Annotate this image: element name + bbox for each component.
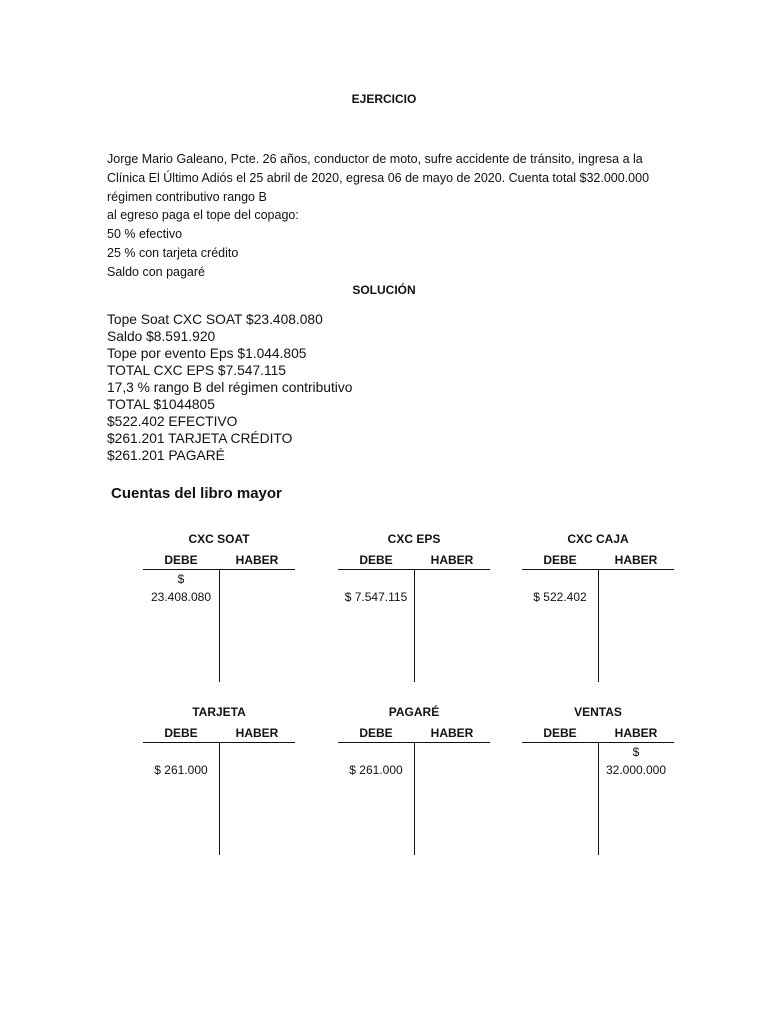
problem-line: régimen contributivo rango B (107, 189, 267, 204)
t-account-cxc-caja (522, 532, 674, 692)
debe-amount: $ 7.547.115 (344, 590, 408, 604)
solution-line: Saldo $8.591.920 (107, 329, 216, 344)
page-title: EJERCICIO (351, 92, 417, 106)
solution-line: $261.201 TARJETA CRÉDITO (107, 431, 293, 446)
t-account-cxc-soat (143, 532, 295, 692)
debe-header: DEBE (543, 553, 577, 567)
problem-line: Jorge Mario Galeano, Pcte. 26 años, conductor de moto, sufre accidente de tránsito, ingresa a la (107, 152, 643, 166)
t-vertical-rule (598, 742, 599, 855)
t-account-tarjeta (143, 705, 295, 865)
debe-header: DEBE (543, 726, 577, 740)
t-vertical-rule (414, 742, 415, 855)
debe-amount: $ 23.408.080 (150, 572, 212, 604)
problem-line: Clínica El Último Adiós el 25 abril de 2020, egresa 06 de mayo de 2020. Cuenta total $32.000.000 (107, 170, 650, 185)
problem-line: al egreso paga el tope del copago: (107, 208, 299, 223)
haber-amount: $ 32.000.000 (605, 745, 667, 777)
debe-amount: $ 261.000 (154, 763, 208, 777)
problem-line: 25 % con tarjeta crédito (107, 245, 239, 260)
haber-header: HABER (430, 726, 474, 740)
solution-title: SOLUCIÓN (352, 283, 416, 297)
solution-line: $522.402 EFECTIVO (107, 414, 238, 429)
solution-line: TOTAL $1044805 (107, 397, 215, 412)
solution-body (107, 311, 667, 464)
t-vertical-rule (219, 569, 220, 682)
debe-header: DEBE (359, 553, 393, 567)
account-title: CXC CAJA (567, 532, 629, 546)
account-title: CXC SOAT (188, 532, 250, 546)
debe-header: DEBE (359, 726, 393, 740)
problem-line: Saldo con pagaré (107, 264, 205, 279)
haber-header: HABER (430, 553, 474, 567)
debe-amount: $ 522.402 (533, 590, 587, 604)
haber-header: HABER (614, 553, 658, 567)
problem-line: 50 % efectivo (107, 227, 183, 242)
ledger-heading: Cuentas del libro mayor (111, 485, 282, 502)
account-title: CXC EPS (387, 532, 441, 546)
solution-line: TOTAL CXC EPS $7.547.115 (107, 363, 286, 378)
solution-line: Tope por evento Eps $1.044.805 (107, 346, 307, 361)
haber-header: HABER (614, 726, 658, 740)
t-vertical-rule (414, 569, 415, 682)
haber-header: HABER (235, 553, 279, 567)
t-vertical-rule (219, 742, 220, 855)
t-vertical-rule (598, 569, 599, 682)
t-account-pagare (338, 705, 490, 865)
t-account-cxc-eps (338, 532, 490, 692)
solution-line: $261.201 PAGARÉ (107, 448, 225, 463)
problem-statement (107, 150, 667, 282)
debe-amount: $ 261.000 (349, 763, 403, 777)
account-title: TARJETA (192, 705, 246, 719)
account-title: PAGARÉ (388, 705, 440, 719)
t-account-ventas (522, 705, 674, 865)
haber-header: HABER (235, 726, 279, 740)
debe-header: DEBE (164, 726, 198, 740)
solution-line: Tope Soat CXC SOAT $23.408.080 (107, 312, 323, 327)
solution-line: 17,3 % rango B del régimen contributivo (107, 380, 353, 395)
debe-header: DEBE (164, 553, 198, 567)
account-title: VENTAS (574, 705, 622, 719)
